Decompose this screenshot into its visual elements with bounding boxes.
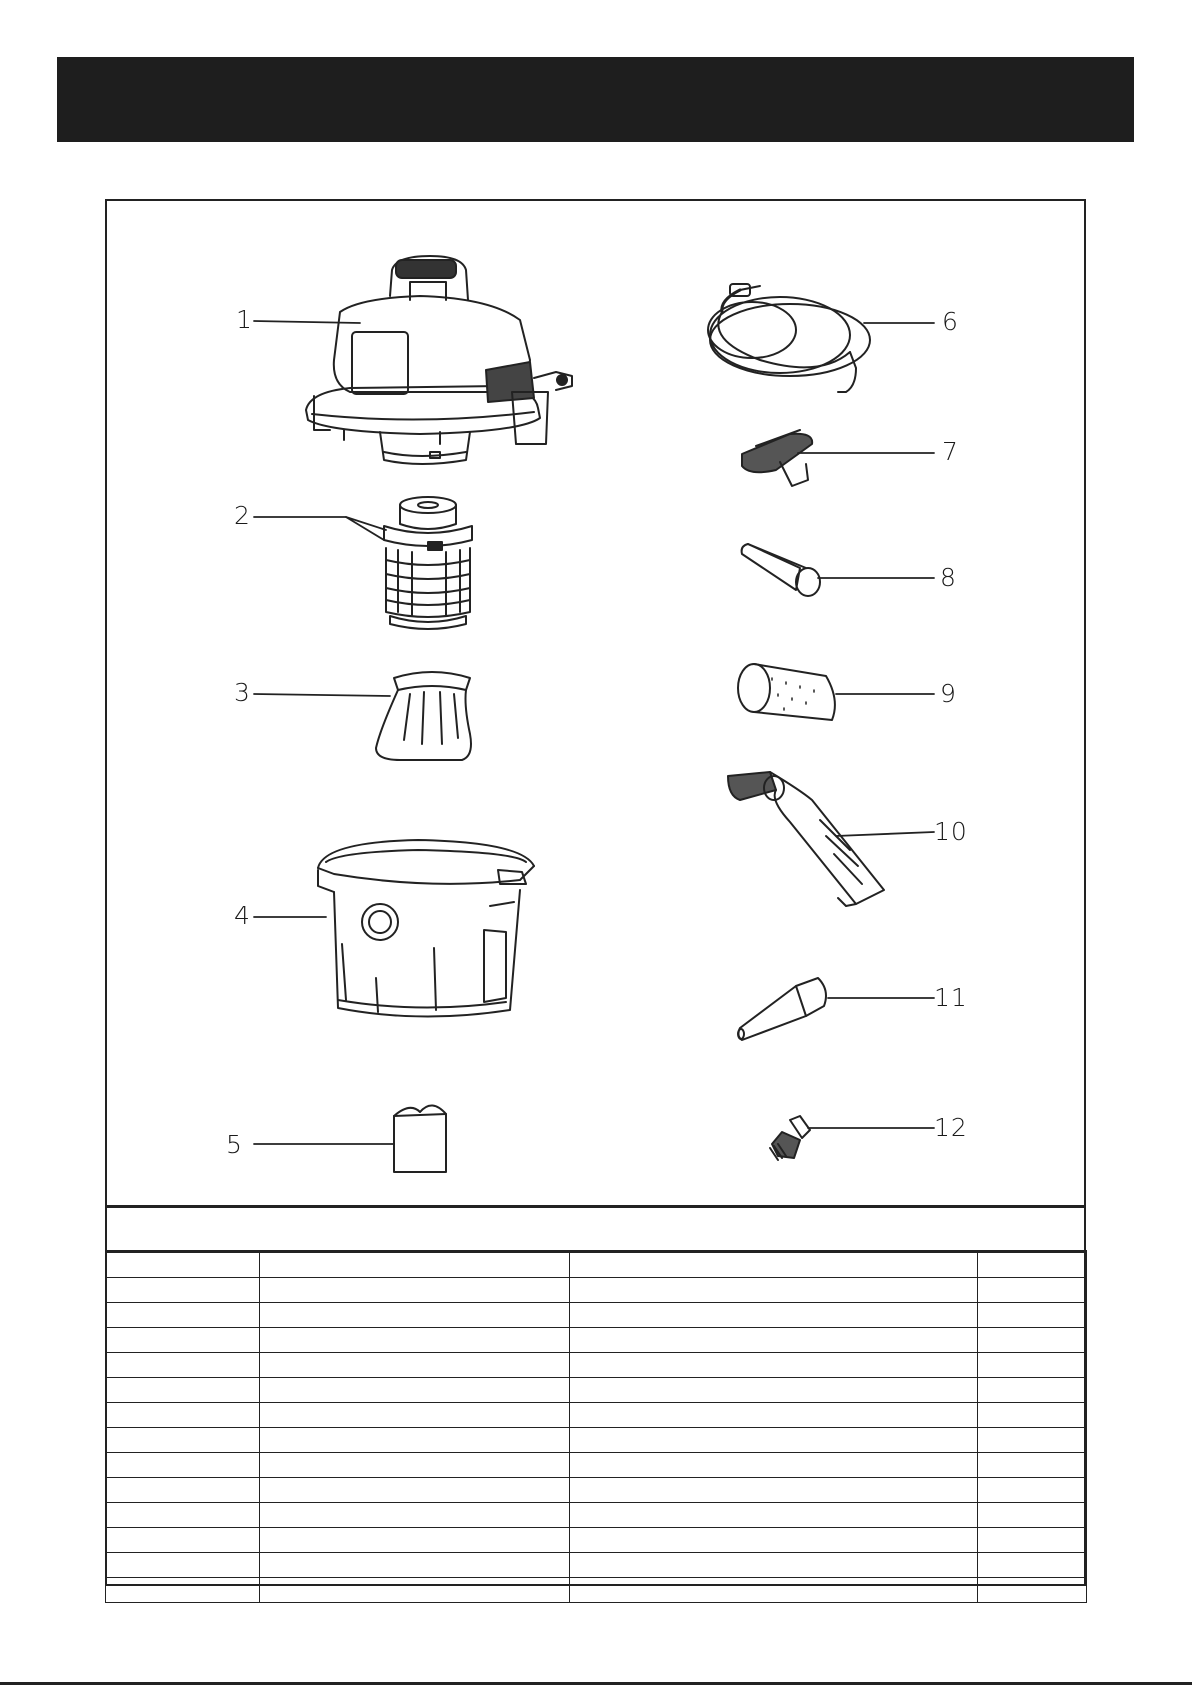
table-cell [978,1428,1087,1453]
callout-11: 11 [934,983,968,1012]
table-row [106,1278,1087,1303]
table-row [106,1378,1087,1403]
table-cell [106,1503,260,1528]
callout-9: 9 [940,679,957,708]
table-row [106,1553,1087,1578]
table-cell [106,1453,260,1478]
table-cell [260,1328,570,1353]
callout-3: 3 [234,678,251,707]
table-cell [106,1528,260,1553]
table-row [106,1303,1087,1328]
foam-sleeve-drawing [738,664,835,720]
table-cell [570,1353,978,1378]
table-cell [106,1303,260,1328]
table-cell [260,1428,570,1453]
table-cell [570,1503,978,1528]
table-cell [570,1378,978,1403]
callout-4: 4 [234,901,251,930]
table-cell [260,1303,570,1328]
table-cell [260,1478,570,1503]
table-row [106,1252,1087,1278]
callout-10: 10 [934,817,968,846]
table-cell [260,1528,570,1553]
table-cell [260,1578,570,1603]
table-cell [978,1478,1087,1503]
table-cell [978,1378,1087,1403]
table-cell [570,1553,978,1578]
table-cell [106,1328,260,1353]
table-cell [570,1252,978,1278]
filter-bag-drawing [376,672,471,760]
tapered-nozzle-drawing [738,978,826,1040]
table-cell [570,1578,978,1603]
filter-cage-drawing [384,497,472,629]
table-row [106,1478,1087,1503]
table-cell [106,1578,260,1603]
table-row [106,1353,1087,1378]
table-cell [106,1403,260,1428]
collection-drum-drawing [318,840,534,1017]
table-row [106,1528,1087,1553]
table-cell [978,1528,1087,1553]
callout-7: 7 [942,437,959,466]
callout-6: 6 [942,307,959,336]
table-cell [260,1252,570,1278]
table-row [106,1403,1087,1428]
table-cell [260,1353,570,1378]
table-cell [978,1503,1087,1528]
table-cell [570,1428,978,1453]
table-cell [260,1503,570,1528]
table-cell [106,1428,260,1453]
table-cell [978,1278,1087,1303]
table-cell [570,1528,978,1553]
table-cell [570,1403,978,1428]
table-cell [570,1278,978,1303]
hose-drawing [708,284,870,392]
table-cell [978,1328,1087,1353]
table-cell [106,1278,260,1303]
callout-2: 2 [234,501,251,530]
floor-nozzle-drawing [728,772,884,906]
callout-5: 5 [226,1130,243,1159]
table-cell [260,1553,570,1578]
callout-12: 12 [934,1113,968,1142]
leader-lines [254,321,934,1144]
manual-booklet-drawing [394,1105,446,1172]
crevice-tool-drawing [742,544,820,596]
table-cell [978,1553,1087,1578]
table-cell [260,1403,570,1428]
small-brush-drawing [770,1116,810,1160]
table-cell [260,1453,570,1478]
table-cell [106,1553,260,1578]
parts-table [105,1250,1087,1603]
table-cell [978,1303,1087,1328]
table-cell [978,1353,1087,1378]
table-row [106,1453,1087,1478]
table-row [106,1503,1087,1528]
table-cell [106,1478,260,1503]
table-cell [978,1578,1087,1603]
table-cell [106,1378,260,1403]
table-cell [978,1453,1087,1478]
table-cell [260,1378,570,1403]
table-cell [106,1252,260,1278]
table-row [106,1578,1087,1603]
upholstery-tool-drawing [742,430,812,486]
table-cell [260,1278,570,1303]
table-cell [978,1403,1087,1428]
table-cell [570,1453,978,1478]
table-cell [570,1328,978,1353]
parts-table-title-row [105,1205,1086,1250]
table-cell [570,1303,978,1328]
table-row [106,1328,1087,1353]
table-row [106,1428,1087,1453]
table-cell [978,1252,1087,1278]
table-cell [570,1478,978,1503]
table-cell [106,1353,260,1378]
callout-8: 8 [940,563,957,592]
motor-head-drawing [306,256,572,464]
callout-1: 1 [236,305,253,334]
